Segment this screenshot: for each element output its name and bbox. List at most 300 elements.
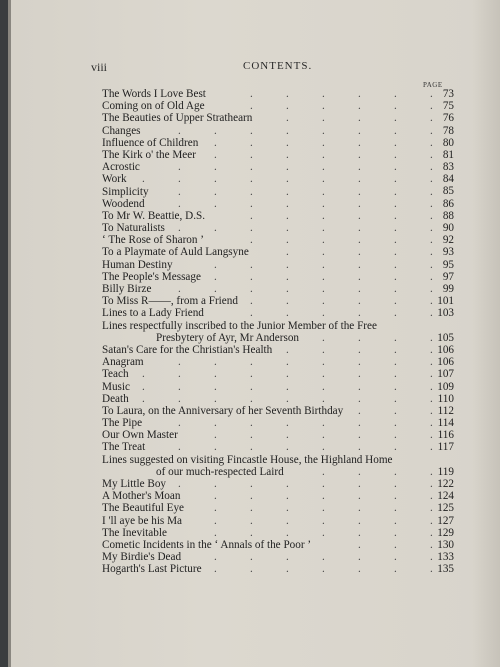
leader-dot: . bbox=[250, 148, 253, 161]
leader-dot: . bbox=[322, 112, 325, 125]
leader-dot: . bbox=[286, 197, 289, 210]
leader-dot: . bbox=[358, 100, 361, 113]
toc-entry-page: 99 bbox=[442, 282, 454, 295]
toc-entry bbox=[102, 112, 454, 124]
leader-dot: . bbox=[322, 283, 325, 295]
leader-dot: . bbox=[430, 295, 433, 308]
leader-dot: . bbox=[358, 234, 361, 247]
leader-dot: . bbox=[286, 234, 289, 247]
leader-dot: . bbox=[322, 295, 325, 308]
toc-entry-title: The Words I Love Best bbox=[102, 88, 206, 100]
leader-dot: . bbox=[250, 490, 253, 503]
leader-dot: . bbox=[394, 185, 397, 198]
leader-dot: . bbox=[394, 551, 397, 564]
toc-entry-page: 119 bbox=[437, 465, 454, 478]
leader-dot: . bbox=[394, 502, 397, 515]
leader-dot: . bbox=[394, 307, 397, 320]
leader-dot: . bbox=[250, 392, 253, 405]
leader-dot: . bbox=[430, 185, 433, 198]
leader-dot: . bbox=[286, 356, 289, 369]
page-column-heading: PAGE bbox=[423, 81, 443, 89]
leader-dot: . bbox=[394, 100, 397, 113]
leader-dot: . bbox=[358, 270, 361, 283]
leader-dot: . bbox=[214, 270, 217, 283]
leader-dot: . bbox=[322, 514, 325, 527]
leader-dot: . bbox=[322, 222, 325, 235]
toc-entry-title: Cometic Incidents in the ‘ Annals of the Poor ’ bbox=[102, 538, 312, 551]
leader-dot: . bbox=[430, 307, 433, 320]
leader-dot: . bbox=[286, 380, 289, 393]
toc-entry bbox=[102, 320, 454, 344]
toc-entry-page: 86 bbox=[442, 197, 454, 210]
toc-entry-title: Music bbox=[102, 380, 130, 393]
toc-entry-page: 124 bbox=[437, 490, 454, 503]
leader-dot: . bbox=[214, 514, 217, 527]
leader-dot: . bbox=[178, 173, 181, 186]
leader-dot: . bbox=[322, 380, 325, 393]
leader-dot: . bbox=[250, 209, 253, 222]
leader-dot: . bbox=[322, 270, 325, 283]
toc-entry bbox=[102, 502, 454, 514]
leader-dot: . bbox=[250, 100, 253, 113]
leader-dot: . bbox=[322, 465, 325, 478]
toc-entry-title: The Kirk o' the Meer bbox=[102, 148, 196, 161]
toc-entry-title: ‘ The Rose of Sharon ’ bbox=[102, 234, 205, 247]
toc-entry-page: 125 bbox=[437, 502, 454, 515]
leader-dot: . bbox=[394, 197, 397, 210]
leader-dot: . bbox=[286, 148, 289, 161]
leader-dot: . bbox=[394, 234, 397, 247]
leader-dot: . bbox=[286, 258, 289, 271]
toc-entry-page: 80 bbox=[442, 136, 454, 149]
leader-dot: . bbox=[430, 112, 433, 125]
leader-dot: . bbox=[430, 551, 433, 564]
leader-dot: . bbox=[394, 295, 397, 308]
leader-dot: . bbox=[358, 136, 361, 149]
toc-entry bbox=[102, 381, 454, 393]
toc-entry-title-continued: Presbytery of Ayr, Mr Anderson bbox=[156, 331, 300, 344]
leader-dot: . bbox=[250, 551, 253, 564]
leader-dot: . bbox=[286, 429, 289, 442]
toc-entry bbox=[102, 137, 454, 149]
leader-dot: . bbox=[250, 478, 253, 491]
leader-dot: . bbox=[394, 429, 397, 442]
toc-entry bbox=[102, 417, 454, 429]
leader-dot: . bbox=[430, 478, 433, 491]
leader-dot: . bbox=[214, 173, 217, 186]
toc-entry bbox=[102, 527, 454, 539]
leader-dot: . bbox=[250, 563, 253, 576]
toc-entry bbox=[102, 173, 454, 185]
toc-entry-title: To a Playmate of Auld Langsyne bbox=[102, 246, 249, 259]
leader-dot: . bbox=[178, 283, 181, 295]
leader-dot: . bbox=[250, 526, 253, 539]
leader-dot: . bbox=[430, 368, 433, 381]
leader-dot: . bbox=[286, 514, 289, 527]
leader-dot: . bbox=[358, 526, 361, 539]
toc-entry bbox=[102, 368, 454, 380]
book-page bbox=[8, 0, 500, 667]
leader-dot: . bbox=[358, 490, 361, 503]
leader-dot: . bbox=[178, 380, 181, 393]
leader-dot: . bbox=[286, 441, 289, 454]
leader-dot: . bbox=[430, 161, 433, 174]
leader-dot: . bbox=[394, 222, 397, 235]
leader-dot: . bbox=[286, 563, 289, 576]
leader-dot: . bbox=[358, 222, 361, 235]
toc-entry-page: 81 bbox=[442, 148, 454, 161]
leader-dot: . bbox=[394, 283, 397, 295]
toc-entry bbox=[102, 125, 454, 137]
leader-dot: . bbox=[394, 161, 397, 174]
toc-entry-page: 130 bbox=[437, 538, 454, 551]
toc-entry-title: To Miss R——, from a Friend bbox=[102, 295, 238, 308]
leader-dot: . bbox=[430, 502, 433, 515]
leader-dot: . bbox=[322, 246, 325, 259]
leader-dot: . bbox=[358, 331, 361, 344]
leader-dot: . bbox=[322, 429, 325, 442]
leader-dot: . bbox=[178, 417, 181, 430]
toc-entry-title: Work bbox=[102, 173, 127, 186]
leader-dot: . bbox=[322, 209, 325, 222]
leader-dot: . bbox=[142, 173, 145, 186]
leader-dot: . bbox=[250, 258, 253, 271]
toc-entry-title: Changes bbox=[102, 124, 141, 137]
toc-entry bbox=[102, 344, 454, 356]
toc-entry-page: 116 bbox=[437, 429, 454, 442]
toc-entry-page: 122 bbox=[437, 478, 454, 491]
toc-entry-title: My Birdie's Dead bbox=[102, 551, 182, 564]
leader-dot: . bbox=[394, 478, 397, 491]
toc-entry-page: 90 bbox=[442, 222, 454, 235]
toc-entry bbox=[102, 246, 454, 258]
leader-dot: . bbox=[214, 380, 217, 393]
leader-dot: . bbox=[430, 538, 433, 551]
leader-dot: . bbox=[430, 343, 433, 356]
leader-dot: . bbox=[358, 112, 361, 125]
leader-dot: . bbox=[286, 88, 289, 100]
toc-entry-title: Billy Birze bbox=[102, 283, 152, 295]
leader-dot: . bbox=[358, 465, 361, 478]
leader-dot: . bbox=[394, 356, 397, 369]
leader-dot: . bbox=[214, 526, 217, 539]
leader-dot: . bbox=[178, 222, 181, 235]
toc-entry-page: 78 bbox=[442, 124, 454, 137]
leader-dot: . bbox=[178, 368, 181, 381]
leader-dot: . bbox=[142, 380, 145, 393]
toc-entry-page: 106 bbox=[437, 356, 454, 369]
leader-dot: . bbox=[322, 173, 325, 186]
leader-dot: . bbox=[430, 404, 433, 417]
leader-dot: . bbox=[394, 526, 397, 539]
leader-dot: . bbox=[322, 368, 325, 381]
leader-dot: . bbox=[214, 185, 217, 198]
leader-dot: . bbox=[322, 161, 325, 174]
leader-dot: . bbox=[250, 380, 253, 393]
toc-entry-title: Lines to a Lady Friend bbox=[102, 307, 204, 320]
toc-entry-title: Our Own Master bbox=[102, 429, 178, 442]
table-of-contents bbox=[102, 88, 454, 576]
toc-entry bbox=[102, 405, 454, 417]
toc-entry-title: The Inevitable bbox=[102, 526, 167, 539]
toc-entry-page: 105 bbox=[437, 331, 454, 344]
leader-dot: . bbox=[250, 295, 253, 308]
toc-entry-title: Human Destiny bbox=[102, 258, 173, 271]
leader-dot: . bbox=[430, 136, 433, 149]
leader-dot: . bbox=[430, 173, 433, 186]
leader-dot: . bbox=[286, 161, 289, 174]
leader-dot: . bbox=[430, 441, 433, 454]
leader-dot: . bbox=[394, 404, 397, 417]
leader-dot: . bbox=[322, 563, 325, 576]
leader-dot: . bbox=[286, 222, 289, 235]
leader-dot: . bbox=[322, 197, 325, 210]
toc-entry-page: 110 bbox=[437, 392, 454, 405]
leader-dot: . bbox=[286, 502, 289, 515]
leader-dot: . bbox=[322, 343, 325, 356]
leader-dot: . bbox=[178, 185, 181, 198]
toc-entry-page: 95 bbox=[442, 258, 454, 271]
toc-entry-page: 117 bbox=[437, 441, 454, 454]
leader-dot: . bbox=[214, 563, 217, 576]
leader-dot: . bbox=[358, 295, 361, 308]
toc-entry bbox=[102, 271, 454, 283]
leader-dot: . bbox=[430, 417, 433, 430]
leader-dot: . bbox=[322, 234, 325, 247]
leader-dot: . bbox=[430, 246, 433, 259]
leader-dot: . bbox=[178, 441, 181, 454]
leader-dot: . bbox=[214, 441, 217, 454]
leader-dot: . bbox=[430, 270, 433, 283]
leader-dot: . bbox=[358, 161, 361, 174]
leader-dot: . bbox=[322, 124, 325, 137]
leader-dot: . bbox=[178, 478, 181, 491]
leader-dot: . bbox=[250, 502, 253, 515]
toc-entry bbox=[102, 429, 454, 441]
leader-dot: . bbox=[214, 283, 217, 295]
leader-dot: . bbox=[394, 343, 397, 356]
leader-dot: . bbox=[358, 404, 361, 417]
toc-entry-title-continued: of our much-respected Laird bbox=[156, 465, 284, 478]
toc-entry-page: 83 bbox=[442, 161, 454, 174]
leader-dot: . bbox=[358, 185, 361, 198]
leader-dot: . bbox=[358, 283, 361, 295]
toc-entry bbox=[102, 441, 454, 453]
leader-dot: . bbox=[394, 136, 397, 149]
leader-dot: . bbox=[430, 356, 433, 369]
leader-dot: . bbox=[286, 417, 289, 430]
toc-entry bbox=[102, 454, 454, 478]
leader-dot: . bbox=[286, 490, 289, 503]
leader-dot: . bbox=[358, 343, 361, 356]
toc-entry bbox=[102, 356, 454, 368]
leader-dot: . bbox=[250, 197, 253, 210]
leader-dot: . bbox=[430, 209, 433, 222]
toc-entry-page: 103 bbox=[437, 307, 454, 320]
leader-dot: . bbox=[250, 307, 253, 320]
toc-entry bbox=[102, 393, 454, 405]
page-header bbox=[91, 60, 431, 76]
toc-entry-page: 114 bbox=[437, 417, 454, 430]
leader-dot: . bbox=[214, 551, 217, 564]
leader-dot: . bbox=[214, 429, 217, 442]
toc-entry-page: 73 bbox=[442, 87, 454, 100]
leader-dot: . bbox=[430, 197, 433, 210]
toc-entry-title: Acrostic bbox=[102, 161, 140, 174]
leader-dot: . bbox=[358, 197, 361, 210]
toc-entry bbox=[102, 100, 454, 112]
leader-dot: . bbox=[358, 441, 361, 454]
leader-dot: . bbox=[358, 551, 361, 564]
leader-dot: . bbox=[286, 295, 289, 308]
leader-dot: . bbox=[394, 563, 397, 576]
leader-dot: . bbox=[394, 392, 397, 405]
leader-dot: . bbox=[358, 478, 361, 491]
leader-dot: . bbox=[250, 417, 253, 430]
leader-dot: . bbox=[214, 392, 217, 405]
toc-entry-page: 109 bbox=[437, 380, 454, 393]
leader-dot: . bbox=[250, 88, 253, 100]
toc-entry bbox=[102, 88, 454, 100]
leader-dot: . bbox=[358, 502, 361, 515]
leader-dot: . bbox=[358, 417, 361, 430]
leader-dot: . bbox=[358, 209, 361, 222]
toc-entry bbox=[102, 515, 454, 527]
leader-dot: . bbox=[286, 185, 289, 198]
leader-dot: . bbox=[322, 478, 325, 491]
leader-dot: . bbox=[358, 246, 361, 259]
leader-dot: . bbox=[214, 136, 217, 149]
leader-dot: . bbox=[322, 136, 325, 149]
leader-dot: . bbox=[286, 246, 289, 259]
toc-entry-title: To Mr W. Beattie, D.S. bbox=[102, 209, 206, 222]
toc-entry-page: 93 bbox=[442, 246, 454, 259]
leader-dot: . bbox=[286, 136, 289, 149]
toc-entry bbox=[102, 490, 454, 502]
toc-entry bbox=[102, 478, 454, 490]
leader-dot: . bbox=[358, 392, 361, 405]
leader-dot: . bbox=[430, 100, 433, 113]
leader-dot: . bbox=[322, 88, 325, 100]
toc-entry-page: 135 bbox=[437, 563, 454, 576]
leader-dot: . bbox=[394, 490, 397, 503]
leader-dot: . bbox=[394, 246, 397, 259]
toc-entry-page: 84 bbox=[442, 173, 454, 186]
toc-entry-page: 85 bbox=[442, 185, 454, 198]
leader-dot: . bbox=[430, 490, 433, 503]
leader-dot: . bbox=[214, 148, 217, 161]
leader-dot: . bbox=[250, 234, 253, 247]
toc-entry bbox=[102, 295, 454, 307]
leader-dot: . bbox=[322, 490, 325, 503]
toc-entry-title: Death bbox=[102, 392, 129, 405]
leader-dot: . bbox=[214, 368, 217, 381]
toc-entry bbox=[102, 222, 454, 234]
toc-entry-title: The Pipe bbox=[102, 417, 143, 430]
toc-entry bbox=[102, 283, 454, 295]
toc-entry-title: To Naturalists bbox=[102, 222, 165, 235]
leader-dot: . bbox=[430, 380, 433, 393]
leader-dot: . bbox=[322, 100, 325, 113]
leader-dot: . bbox=[322, 526, 325, 539]
leader-dot: . bbox=[394, 258, 397, 271]
toc-entry-title: The People's Message bbox=[102, 270, 201, 283]
toc-entry-title: Woodend bbox=[102, 197, 145, 210]
leader-dot: . bbox=[322, 185, 325, 198]
leader-dot: . bbox=[214, 161, 217, 174]
toc-entry bbox=[102, 539, 454, 551]
leader-dot: . bbox=[178, 161, 181, 174]
toc-entry-page: 133 bbox=[437, 551, 454, 564]
leader-dot: . bbox=[430, 514, 433, 527]
leader-dot: . bbox=[286, 392, 289, 405]
leader-dot: . bbox=[358, 124, 361, 137]
toc-entry-title: The Treat bbox=[102, 441, 146, 454]
leader-dot: . bbox=[250, 222, 253, 235]
toc-entry-title: A Mother's Moan bbox=[102, 490, 181, 503]
leader-dot: . bbox=[358, 429, 361, 442]
leader-dot: . bbox=[250, 124, 253, 137]
leader-dot: . bbox=[214, 197, 217, 210]
leader-dot: . bbox=[286, 368, 289, 381]
toc-entry-title: The Beauties of Upper Strathearn bbox=[102, 112, 253, 125]
toc-entry-page: 112 bbox=[437, 404, 454, 417]
leader-dot: . bbox=[394, 148, 397, 161]
toc-entry-page: 107 bbox=[437, 368, 454, 381]
leader-dot: . bbox=[394, 417, 397, 430]
toc-entry bbox=[102, 198, 454, 210]
leader-dot: . bbox=[286, 100, 289, 113]
leader-dot: . bbox=[358, 538, 361, 551]
leader-dot: . bbox=[214, 502, 217, 515]
leader-dot: . bbox=[358, 258, 361, 271]
leader-dot: . bbox=[214, 258, 217, 271]
leader-dot: . bbox=[250, 283, 253, 295]
leader-dot: . bbox=[250, 441, 253, 454]
leader-dot: . bbox=[322, 551, 325, 564]
toc-entry-title: Teach bbox=[102, 368, 129, 381]
leader-dot: . bbox=[394, 538, 397, 551]
leader-dot: . bbox=[322, 441, 325, 454]
toc-entry-page: 88 bbox=[442, 209, 454, 222]
leader-dot: . bbox=[394, 88, 397, 100]
toc-entry bbox=[102, 210, 454, 222]
leader-dot: . bbox=[142, 368, 145, 381]
leader-dot: . bbox=[142, 392, 145, 405]
leader-dot: . bbox=[394, 209, 397, 222]
leader-dot: . bbox=[214, 222, 217, 235]
leader-dot: . bbox=[286, 209, 289, 222]
leader-dot: . bbox=[286, 526, 289, 539]
leader-dot: . bbox=[286, 551, 289, 564]
leader-dot: . bbox=[394, 465, 397, 478]
leader-dot: . bbox=[358, 148, 361, 161]
toc-entry bbox=[102, 186, 454, 198]
toc-entry-title: Lines suggested on visiting Fincastle House, the Highland Home bbox=[102, 453, 393, 466]
leader-dot: . bbox=[430, 124, 433, 137]
leader-dot: . bbox=[430, 392, 433, 405]
leader-dot: . bbox=[358, 368, 361, 381]
leader-dot: . bbox=[430, 563, 433, 576]
leader-dot: . bbox=[358, 563, 361, 576]
leader-dot: . bbox=[430, 148, 433, 161]
leader-dot: . bbox=[358, 307, 361, 320]
leader-dot: . bbox=[286, 343, 289, 356]
leader-dot: . bbox=[430, 222, 433, 235]
toc-entry-title: Satan's Care for the Christian's Health bbox=[102, 343, 273, 356]
toc-entry-title: Simplicity bbox=[102, 185, 149, 198]
leader-dot: . bbox=[322, 331, 325, 344]
